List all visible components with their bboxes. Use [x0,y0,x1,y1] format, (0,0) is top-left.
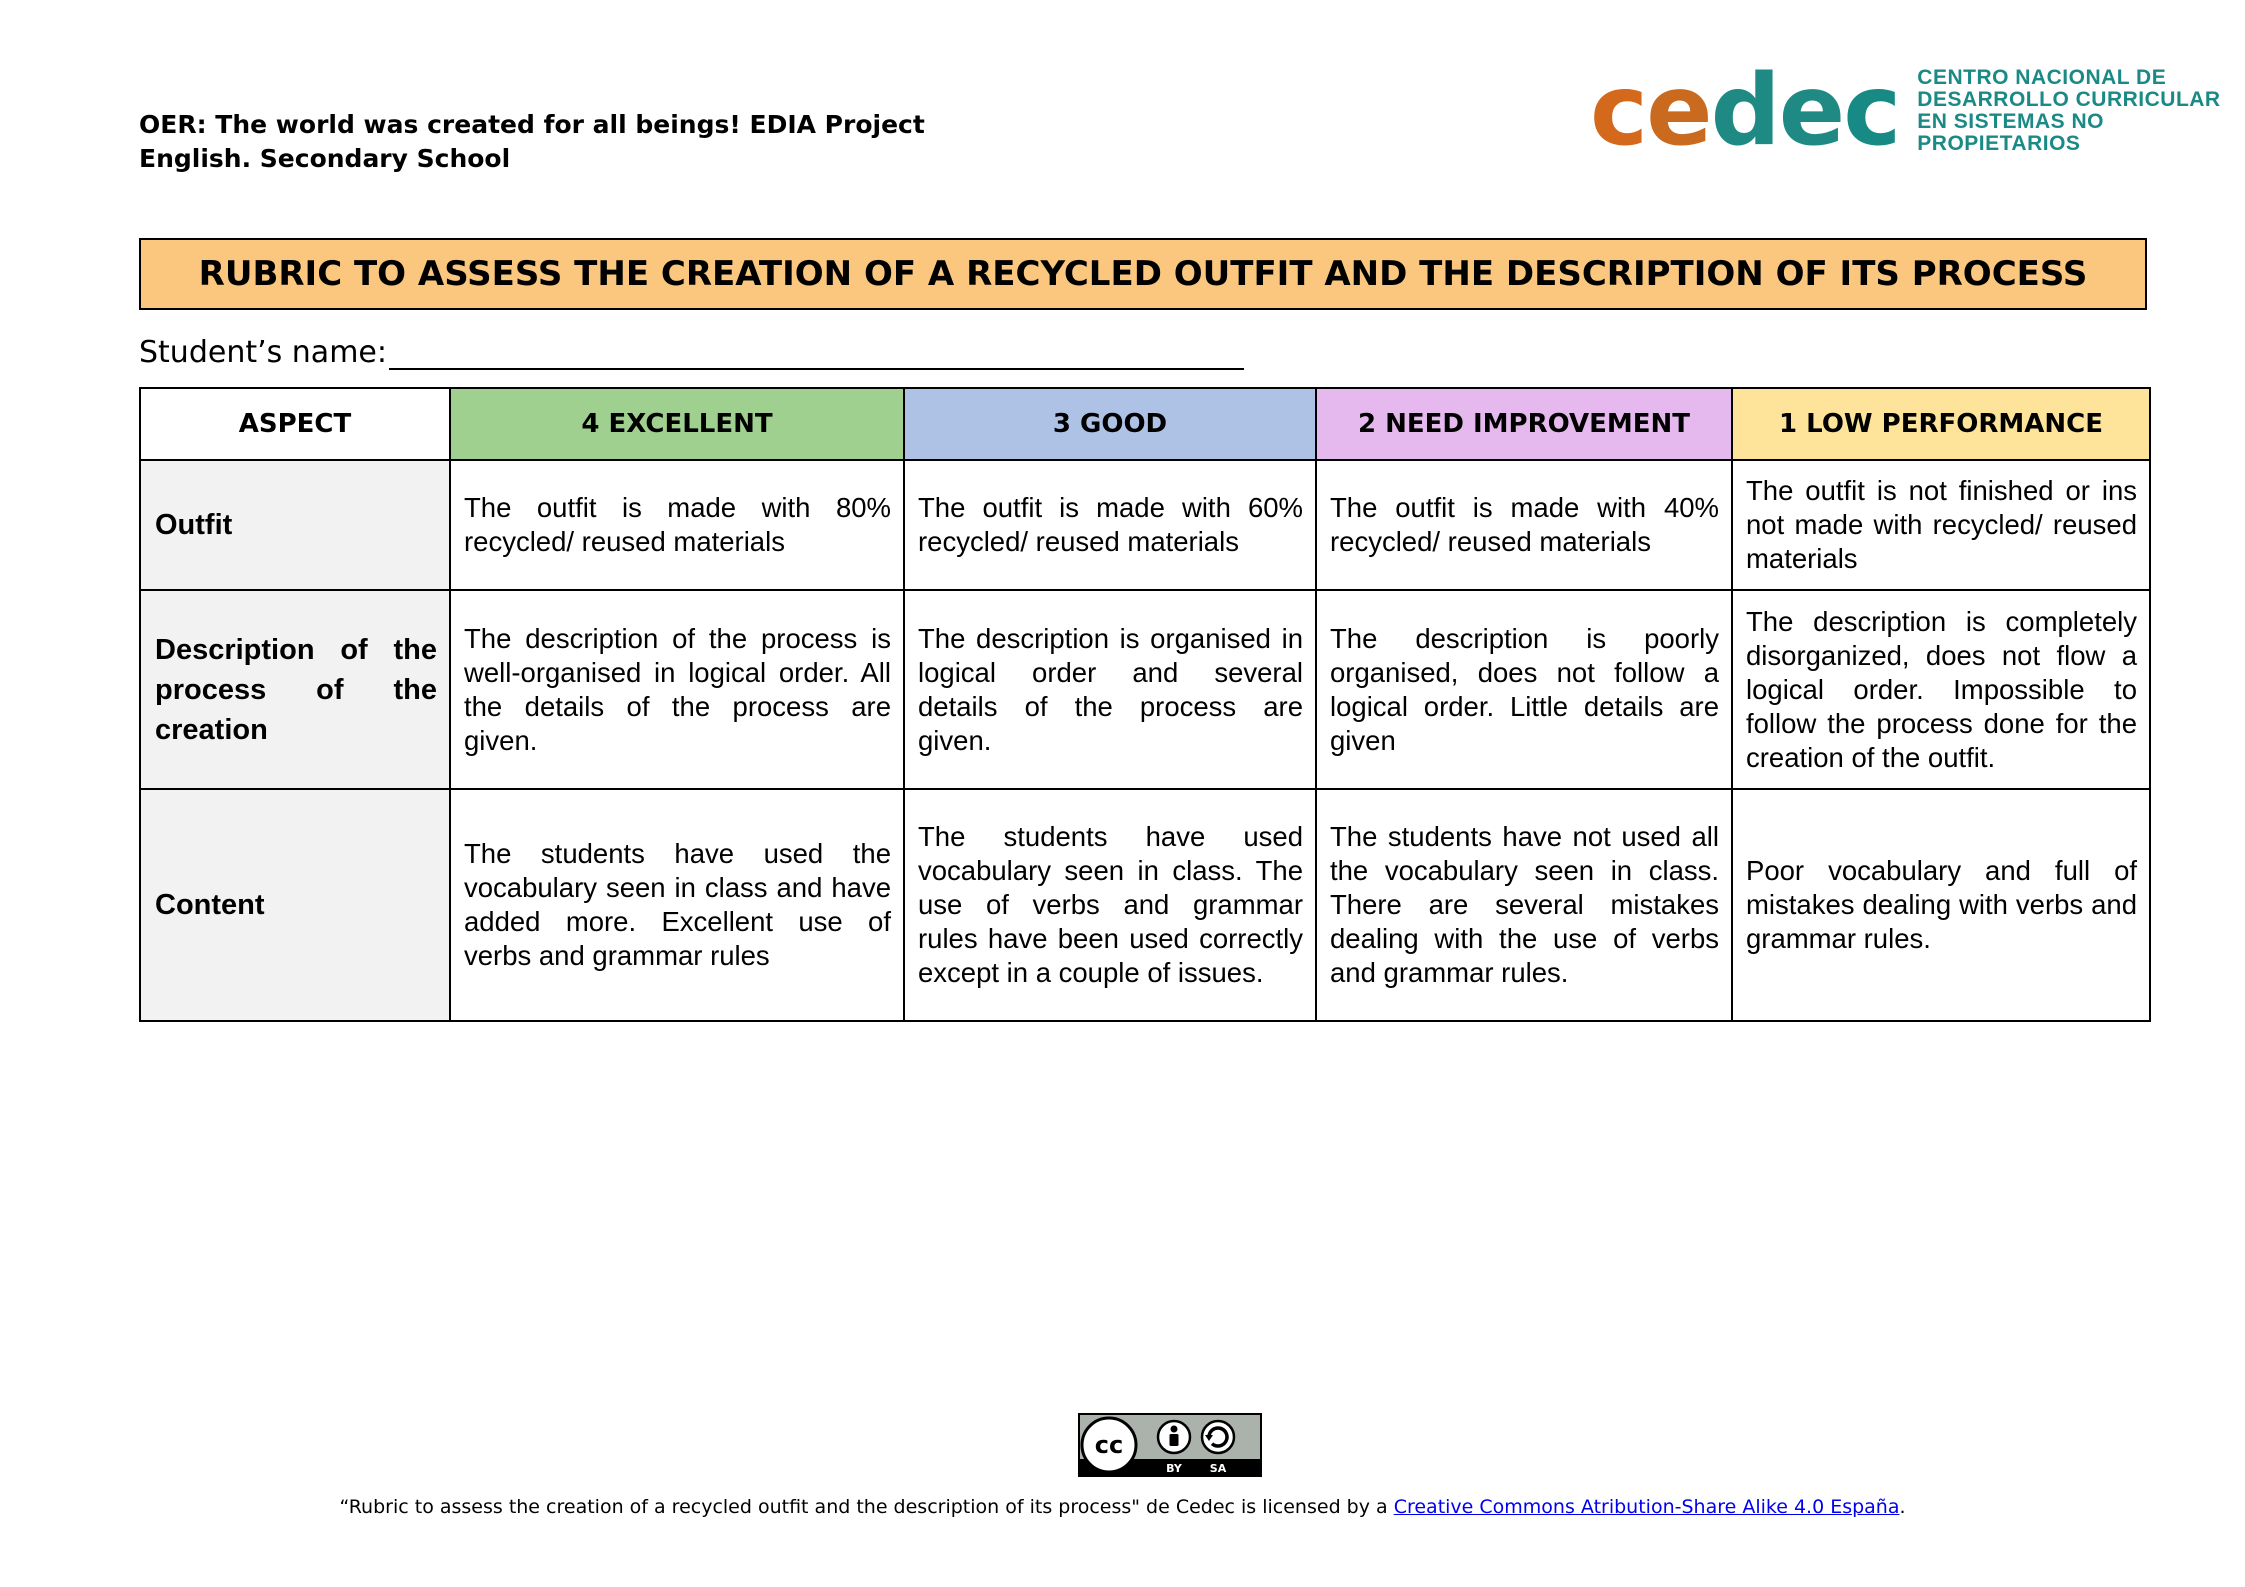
description-excellent: The description of the process is well-organised in logical order. All the details of the process are given. [450,590,904,789]
outfit-excellent: The outfit is made with 80% recycled/ reused materials [450,460,904,590]
license-end: . [1899,1496,1906,1518]
rubric-table [139,387,2151,1022]
student-name-label: Student’s name: [139,335,387,370]
badge-sa-label: SA [1209,1462,1227,1475]
table-row [140,590,2150,789]
aspect-description: Description of the process of the creation [140,590,450,789]
header-aspect: ASPECT [140,388,450,460]
content-excellent: The students have used the vocabulary seen in class and have added more. Excellent use of verbs and grammar rules [450,789,904,1021]
license-text: “Rubric to assess the creation of a recycled outfit and the description of its process" de Cedec is licensed by a [339,1496,1394,1518]
aspect-content: Content [140,789,450,1021]
cedec-logo [1590,54,2245,168]
rubric-title: RUBRIC TO ASSESS THE CREATION OF A RECYCLED OUTFIT AND THE DESCRIPTION OF ITS PROCESS [139,238,2147,310]
header-course-line: English. Secondary School [139,144,511,173]
cc-icon-label: cc [1094,1431,1124,1459]
header-low-performance: 1 LOW PERFORMANCE [1732,388,2150,460]
badge-by-label: BY [1166,1462,1182,1475]
aspect-outfit: Outfit [140,460,450,590]
license-link[interactable]: Creative Commons Atribution-Share Alike 4.0 España [1393,1496,1900,1518]
header-good: 3 GOOD [904,388,1316,460]
license-statement [0,1496,2245,1518]
content-low-performance: Poor vocabulary and full of mistakes dealing with verbs and grammar rules. [1732,789,2150,1021]
description-low-performance: The description is completely disorganized, does not flow a logical order. Impossible to follow the process done for the creation of the outfit. [1732,590,2150,789]
document-header [139,108,925,176]
description-good: The description is organised in logical order and several details of the process are given. [904,590,1316,789]
cedec-logo-word: cedec [1590,54,1900,168]
outfit-low-performance: The outfit is not finished or ins not made with recycled/ reused materials [1732,460,2150,590]
cedec-logo-subtitle: CENTRO NACIONAL DE DESARROLLO CURRICULAR EN SISTEMAS NO PROPIETARIOS [1917,66,2221,155]
content-need-improvement: The students have not used all the vocabulary seen in class. There are several mistakes dealing with the use of verbs and grammar rules. [1316,789,1732,1021]
content-good: The students have used vocabulary seen in class. The use of verbs and grammar rules have been used correctly except in a couple of issues. [904,789,1316,1021]
student-name-blank-line [389,334,1244,370]
student-name-field [139,334,1244,370]
header-excellent: 4 EXCELLENT [450,388,904,460]
header-need-improvement: 2 NEED IMPROVEMENT [1316,388,1732,460]
rubric-header-row [140,388,2150,460]
outfit-need-improvement: The outfit is made with 40% recycled/ reused materials [1316,460,1732,590]
table-row [140,460,2150,590]
header-project-line: OER: The world was created for all beings! EDIA Project [139,110,925,139]
outfit-good: The outfit is made with 60% recycled/ reused materials [904,460,1316,590]
description-need-improvement: The description is poorly organised, does not follow a logical order. Little details are given [1316,590,1732,789]
cc-by-sa-badge [1078,1413,1262,1481]
table-row [140,789,2150,1021]
